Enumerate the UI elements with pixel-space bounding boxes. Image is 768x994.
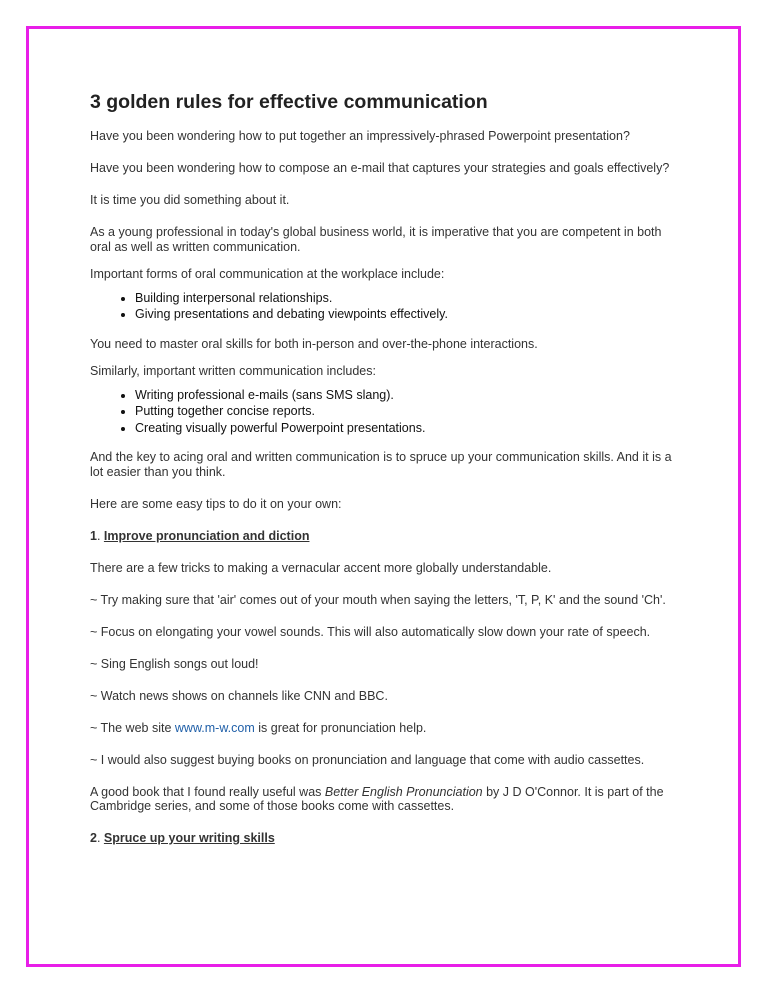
paragraph: It is time you did something about it. <box>90 193 290 207</box>
separator: . <box>96 831 104 845</box>
list-item: • Creating visually powerful Powerpoint presentations. <box>135 420 680 437</box>
paragraph: Have you been wondering how to compose an e-mail that captures your strategies and goals effectively? <box>90 161 670 175</box>
text-run: is great for pronunciation help. <box>254 720 427 735</box>
paragraph: Similarly, important written communication includes: <box>90 364 376 378</box>
document-body <box>90 90 680 863</box>
section-title: Spruce up your writing skills <box>103 831 275 845</box>
paragraph: Here are some easy tips to do it on your own: <box>90 496 342 511</box>
text-run: ~ The web site <box>90 720 175 735</box>
list-item: • Building interpersonal relationships. <box>135 290 680 307</box>
paragraph: Important forms of oral communication at the workplace include: <box>90 267 445 281</box>
list-item: • Putting together concise reports. <box>135 403 680 420</box>
list-item: • Giving presentations and debating viewpoints effectively. <box>135 306 680 323</box>
section-title: Improve pronunciation and diction <box>103 528 310 543</box>
list-item: • Writing professional e-mails (sans SMS slang). <box>135 387 680 404</box>
paragraph: ~ Sing English songs out loud! <box>90 656 259 671</box>
paragraph: ~ Focus on elongating your vowel sounds. This will also automatically slow down your rate of speech. <box>90 624 651 639</box>
section-number: 1 <box>90 528 97 543</box>
book-title: Better English Pronunciation <box>324 784 483 799</box>
oral-communication-list <box>90 290 680 323</box>
text-run: A good book that I found really useful was <box>90 784 325 799</box>
text-run: by J D O'Connor. It is part of the Cambridge series, and some of those books come with cassettes. <box>90 784 664 813</box>
paragraph: Have you been wondering how to put together an impressively-phrased Powerpoint presentation? <box>90 129 630 143</box>
paragraph: As a young professional in today's global business world, it is imperative that you are competent in both oral as well as written communication. <box>90 225 662 254</box>
paragraph <box>90 721 680 736</box>
paragraph: You need to master oral skills for both in-person and over-the-phone interactions. <box>90 336 538 351</box>
section-heading-1 <box>90 529 680 544</box>
paragraph: ~ Watch news shows on channels like CNN and BBC. <box>90 688 388 703</box>
separator: . <box>96 528 104 543</box>
section-number: 2 <box>90 831 97 845</box>
paragraph <box>90 785 680 814</box>
paragraph: ~ Try making sure that 'air' comes out of your mouth when saying the letters, 'T, P, K' and the sound 'Ch'. <box>90 592 666 607</box>
section-heading-2 <box>90 831 680 846</box>
paragraph: ~ I would also suggest buying books on pronunciation and language that come with audio cassettes. <box>90 752 645 767</box>
page-title: 3 golden rules for effective communication <box>90 91 488 113</box>
paragraph: And the key to acing oral and written communication is to spruce up your communication skills. And it is a lot easier than you think. <box>90 450 672 479</box>
paragraph: There are a few tricks to making a vernacular accent more globally understandable. <box>90 560 552 575</box>
website-link[interactable]: www.m-w.com <box>174 720 255 735</box>
written-communication-list <box>90 387 680 437</box>
